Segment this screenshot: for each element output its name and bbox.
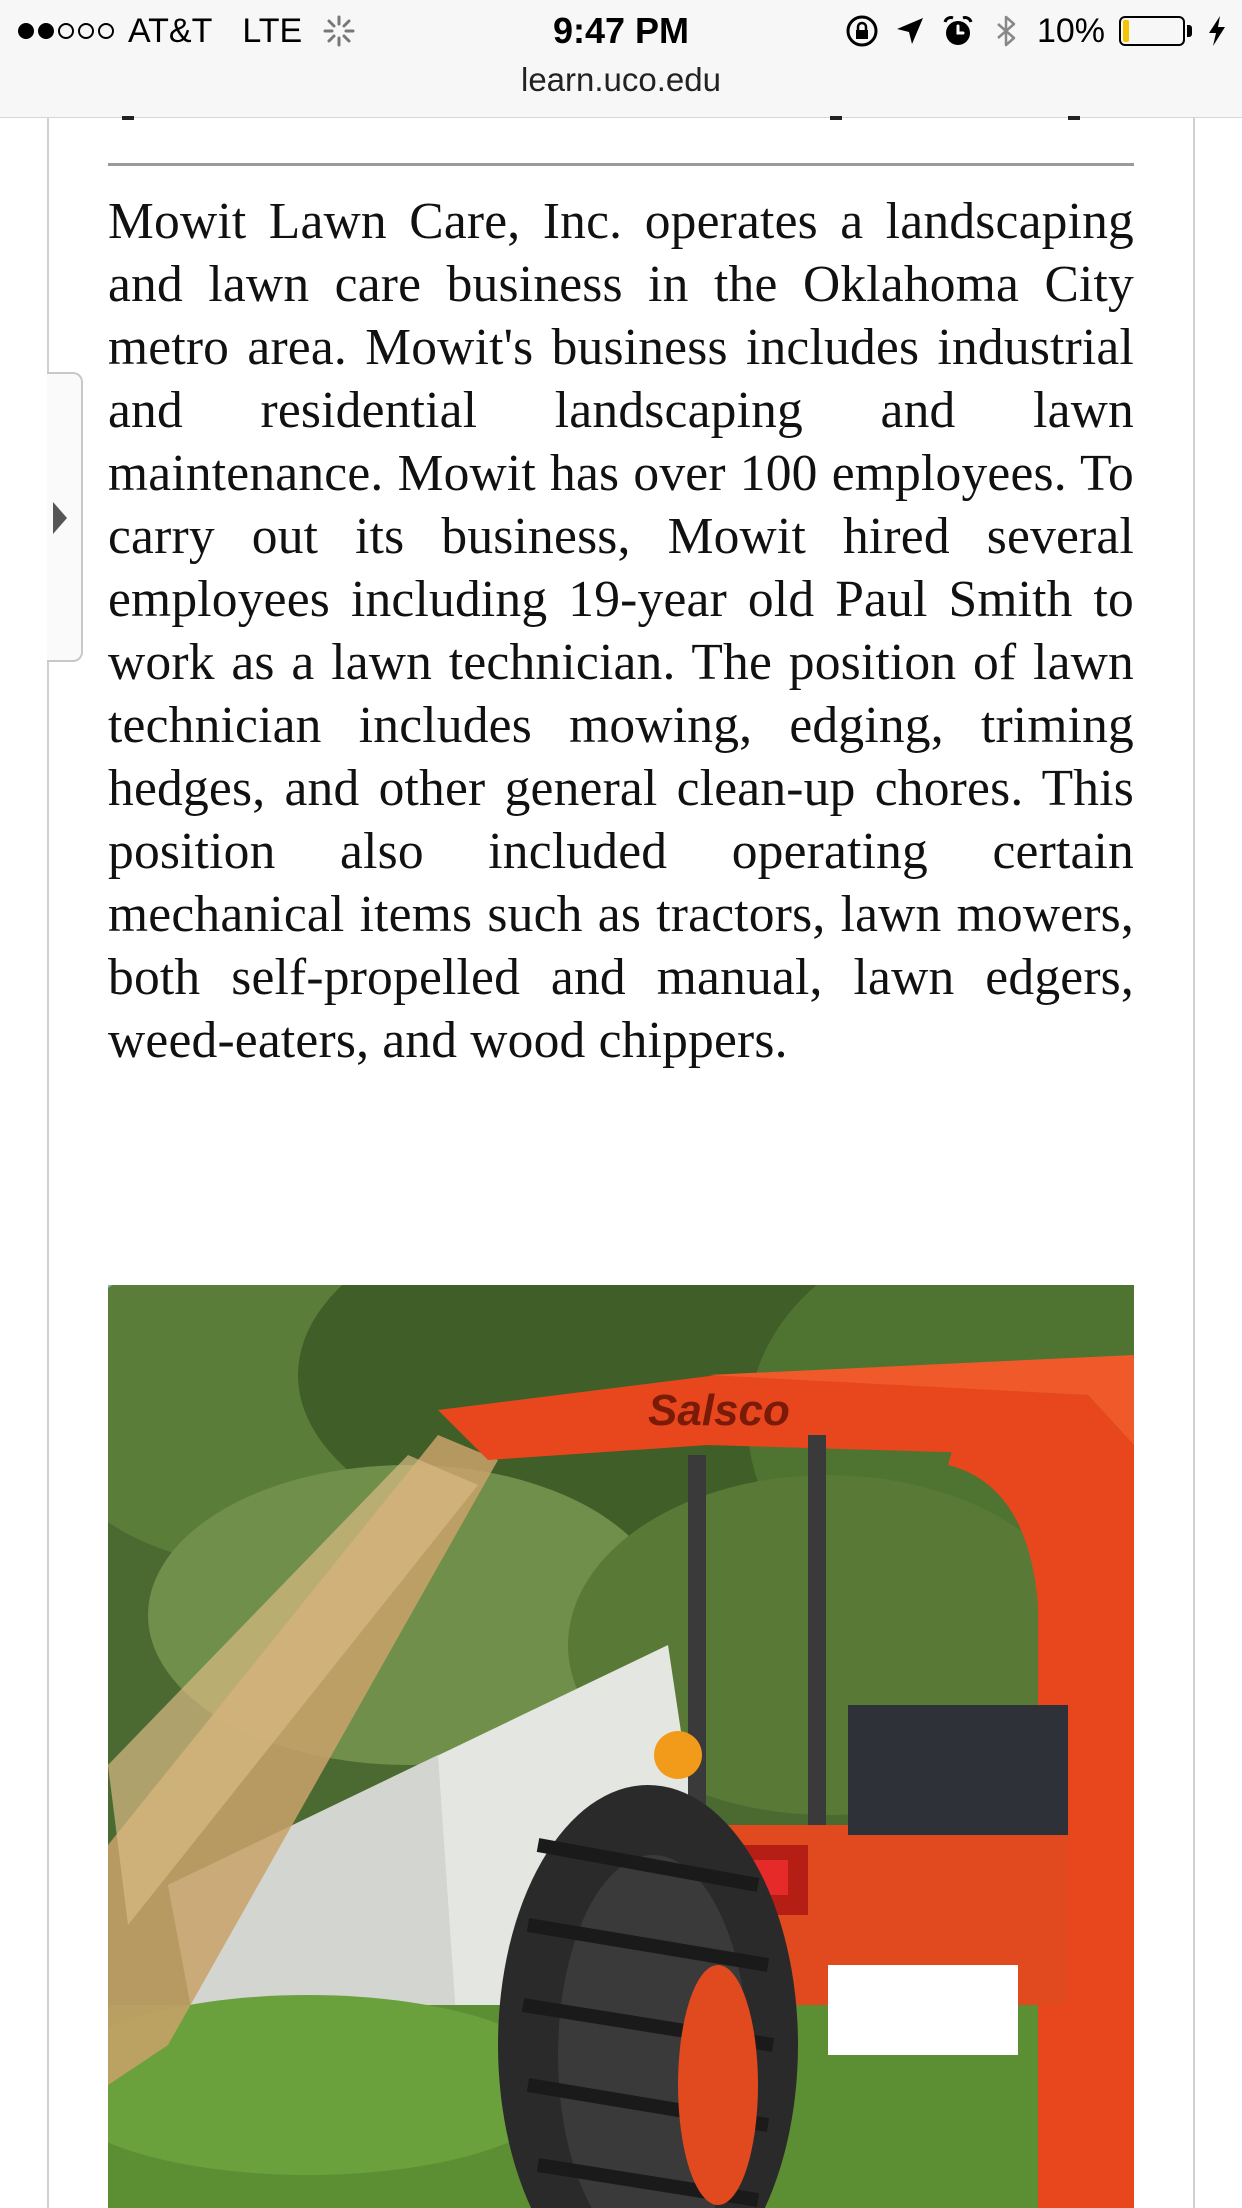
article-paragraph: Mowit Lawn Care, Inc. operates a landscaping and lawn care business in the Oklahoma City metro area. Mowit's business includes industrial and residential landscaping and lawn maintenance. Mowit has over 100 employees. To carry out its business, Mowit hired several employees including 19-year old Paul Smith to work as a lawn technician. The position of lawn technician includes mowing, edging, triming hedges, and other general clean-up chores. This position also included operating certain mechanical items such as tractors, lawn mowers, both self-propelled and manual, lawn edgers, weed-eaters, and wood chippers. (108, 193, 1134, 1069)
battery-icon (1119, 16, 1192, 46)
signal-dot (98, 23, 114, 39)
url-bar[interactable] (0, 58, 1242, 102)
wood-chipper-illustration (108, 1285, 1134, 2208)
battery-percent: 10% (1036, 11, 1105, 50)
bluetooth-icon (989, 14, 1023, 48)
signal-dot (18, 23, 34, 39)
signal-dot (38, 23, 54, 39)
battery-fill (1123, 20, 1129, 42)
network-type: LTE (242, 11, 303, 50)
status-right (845, 8, 1228, 54)
expand-arrow-icon (53, 502, 67, 534)
status-left (18, 8, 356, 54)
brand-label: Salsco (648, 1386, 790, 1435)
wood-chipper-photo (108, 1285, 1134, 2208)
carrier-name: AT&T (128, 11, 213, 50)
cut-off-previous-line (108, 116, 1134, 124)
url-text[interactable]: learn.uco.edu (521, 61, 721, 98)
status-bar (0, 0, 1242, 118)
location-arrow-icon (893, 14, 927, 48)
battery-body (1119, 16, 1185, 46)
battery-cap (1187, 25, 1192, 37)
signal-dot (78, 23, 94, 39)
charging-bolt-icon (1206, 14, 1228, 48)
orientation-lock-icon (845, 14, 879, 48)
signal-dot (58, 23, 74, 39)
horizontal-rule (108, 163, 1134, 166)
network-activity-icon (322, 14, 356, 48)
side-panel-toggle[interactable] (47, 372, 83, 662)
clock-time: 9:47 PM (552, 10, 690, 51)
signal-strength-icon (18, 23, 114, 39)
alarm-icon (941, 14, 975, 48)
